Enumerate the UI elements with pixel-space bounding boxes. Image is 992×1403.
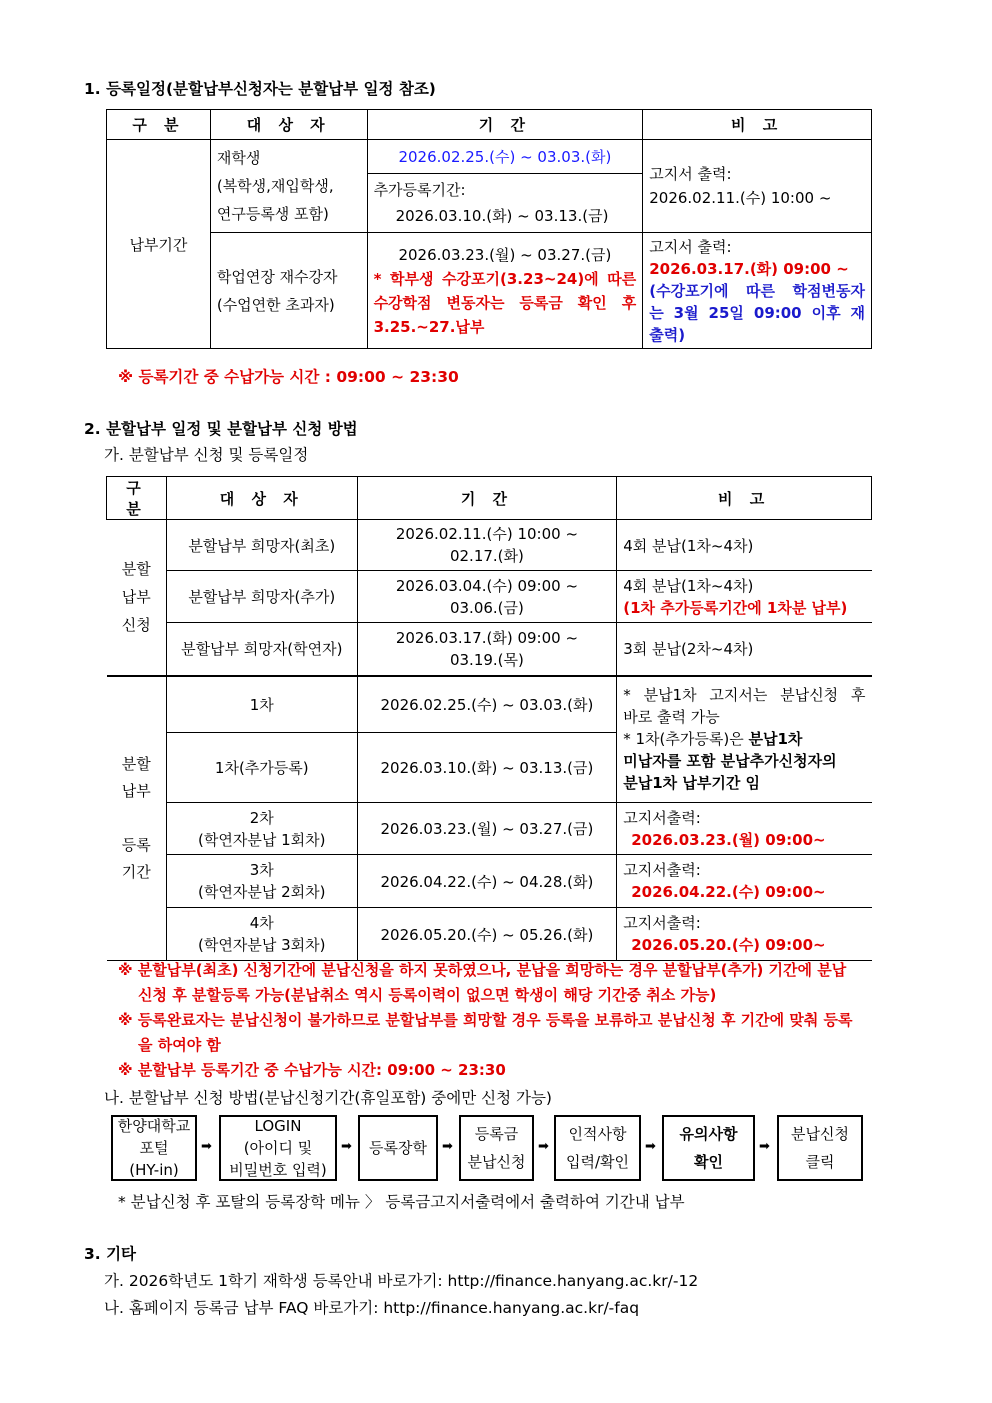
registration-schedule-table	[106, 109, 872, 349]
flow-step-personal-info: 인적사항 입력/확인	[554, 1115, 641, 1181]
col-header: 기 간	[357, 477, 617, 520]
section2-title: 2. 분할납부 일정 및 분할납부 신청 방법	[84, 420, 358, 438]
note-cell: 고지서출력: 2026.04.22.(수) 09:00~	[617, 855, 872, 908]
target-cell: 재학생 (복학생,재입학생, 연구등록생 포함)	[210, 140, 367, 233]
period-cell: 2026.03.23.(월) ~ 03.27.(금) * 학부생 수강포기(3.23~24)에 따른 수강학점 변동자는 등록금 확인 후 3.25.~27.납부	[367, 233, 643, 349]
arrow-right-icon: ➡	[442, 1139, 453, 1154]
flow-step-notice: 유의사항 확인	[662, 1115, 755, 1181]
note-cell: 4회 분납(1차~4차)	[617, 520, 872, 571]
note-cell: 고지서출력: 2026.03.23.(월) 09:00~	[617, 803, 872, 855]
section2-sub-b: 나. 분할납부 신청 방법(분납신청기간(휴일포함) 중에만 신청 가능)	[104, 1089, 552, 1107]
row-label: 납부기간	[107, 140, 211, 349]
target-cell: 분할납부 희망자(학연자)	[166, 623, 357, 676]
period-cell: 2026.02.25.(수) ~ 03.03.(화)	[357, 676, 617, 733]
col-header: 비 고	[643, 110, 872, 140]
arrow-right-icon: ➡	[341, 1139, 352, 1154]
note-cell: 고지서출력: 2026.05.20.(수) 09:00~	[617, 908, 872, 961]
section2-sub-a: 가. 분할납부 신청 및 등록일정	[104, 446, 309, 464]
group-label-pay: 분할 납부 등록 기간	[107, 676, 167, 961]
period-cell: 2026.03.17.(화) 09:00 ~ 03.19.(목)	[357, 623, 617, 676]
col-header: 비 고	[617, 477, 872, 520]
flow-note: * 분납신청 후 포탈의 등록장학 메뉴 〉 등록금고지서출력에서 출력하여 기간내 납부	[118, 1193, 685, 1211]
link-faq[interactable]: 나. 홈페이지 등록금 납부 FAQ 바로가기: http://finance.hanyang.ac.kr/-faq	[104, 1299, 640, 1317]
section3-title: 3. 기타	[84, 1245, 137, 1263]
period-cell: 2026.04.22.(수) ~ 04.28.(화)	[357, 855, 617, 908]
flow-step-login: LOGIN (아이디 및 비밀번호 입력)	[219, 1115, 337, 1181]
period-cell: 2026.03.10.(화) ~ 03.13.(금)	[357, 733, 617, 803]
target-cell: 1차	[166, 676, 357, 733]
target-cell: 분할납부 희망자(최초)	[166, 520, 357, 571]
note-cell: 3회 분납(2차~4차)	[617, 623, 872, 676]
col-header: 대 상 자	[166, 477, 357, 520]
target-cell: 4차 (학연자분납 3회차)	[166, 908, 357, 961]
merged-note-cell: * 분납1차 고지서는 분납신청 후 바로 출력 가능 * 1차(추가등록)은 분납1차 미납자를 포함 분납추가신청자의 분납1차 납부기간 임	[617, 676, 872, 803]
flow-step-registration: 등록장학	[358, 1115, 438, 1181]
target-cell: 2차 (학연자분납 1회차)	[166, 803, 357, 855]
arrow-right-icon: ➡	[201, 1139, 212, 1154]
arrow-right-icon: ➡	[538, 1139, 549, 1154]
arrow-right-icon: ➡	[759, 1139, 770, 1154]
flow-step-apply-click: 분납신청 클릭	[777, 1115, 863, 1181]
flow-step-portal: 한양대학교 포털 (HY-in)	[111, 1115, 197, 1181]
note-cell: 4회 분납(1차~4차) (1차 추가등록기간에 1차분 납부)	[617, 571, 872, 623]
col-header: 기 간	[367, 110, 643, 140]
s2-notes: ※ 분할납부(최초) 신청기간에 분납신청을 하지 못하였으나, 분납을 희망하는 경우 분할납부(추가) 기간에 분납 신청 후 분할등록 가능(분납취소 역시 등록이력이 없으면 학생이 해당 기간중 취소 가능) ※ 등록완료자는 분납신청이 불가하므로 분할납부를 희망할 경우 등록을 보류하고 분납신청 후 기간에 맞춰 등록 을 하여야 함 ※ 분할납부 등록기간 중 수납가능 시간: 09:00 ~ 23:30	[118, 961, 853, 1079]
period-cell: 2026.02.25.(수) ~ 03.03.(화)	[367, 140, 643, 174]
period-cell: 2026.02.11.(수) 10:00 ~ 02.17.(화)	[357, 520, 617, 571]
group-label-apply: 분할 납부 신청	[107, 520, 167, 676]
extra-period-cell: 추가등록기간: 2026.03.10.(화) ~ 03.13.(금)	[367, 174, 643, 233]
note-cell: 고지서 출력: 2026.02.11.(수) 10:00 ~	[643, 140, 872, 233]
period-cell: 2026.05.20.(수) ~ 05.26.(화)	[357, 908, 617, 961]
target-cell: 분할납부 희망자(추가)	[166, 571, 357, 623]
period-cell: 2026.03.04.(수) 09:00 ~ 03.06.(금)	[357, 571, 617, 623]
flow-step-tuition-installment: 등록금 분납신청	[459, 1115, 534, 1181]
col-header: 대 상 자	[210, 110, 367, 140]
target-cell: 학업연장 재수강자 (수업연한 초과자)	[210, 233, 367, 349]
period-cell: 2026.03.23.(월) ~ 03.27.(금)	[357, 803, 617, 855]
link-registration-guide[interactable]: 가. 2026학년도 1학기 재학생 등록안내 바로가기: http://finance.hanyang.ac.kr/-12	[104, 1272, 699, 1290]
target-cell: 1차(추가등록)	[166, 733, 357, 803]
arrow-right-icon: ➡	[645, 1139, 656, 1154]
col-header: 구 분	[107, 477, 167, 520]
installment-table	[106, 476, 872, 961]
target-cell: 3차 (학연자분납 2회차)	[166, 855, 357, 908]
s1-footnote: ※ 등록기간 중 수납가능 시간 : 09:00 ~ 23:30	[118, 368, 459, 386]
section1-title: 1. 등록일정(분할납부신청자는 분할납부 일정 참조)	[84, 80, 436, 98]
col-header: 구 분	[107, 110, 211, 140]
note-cell: 고지서 출력: 2026.03.17.(화) 09:00 ~ (수강포기에 따른 학점변동자 는 3월 25일 09:00 이후 재 출력)	[643, 233, 872, 349]
